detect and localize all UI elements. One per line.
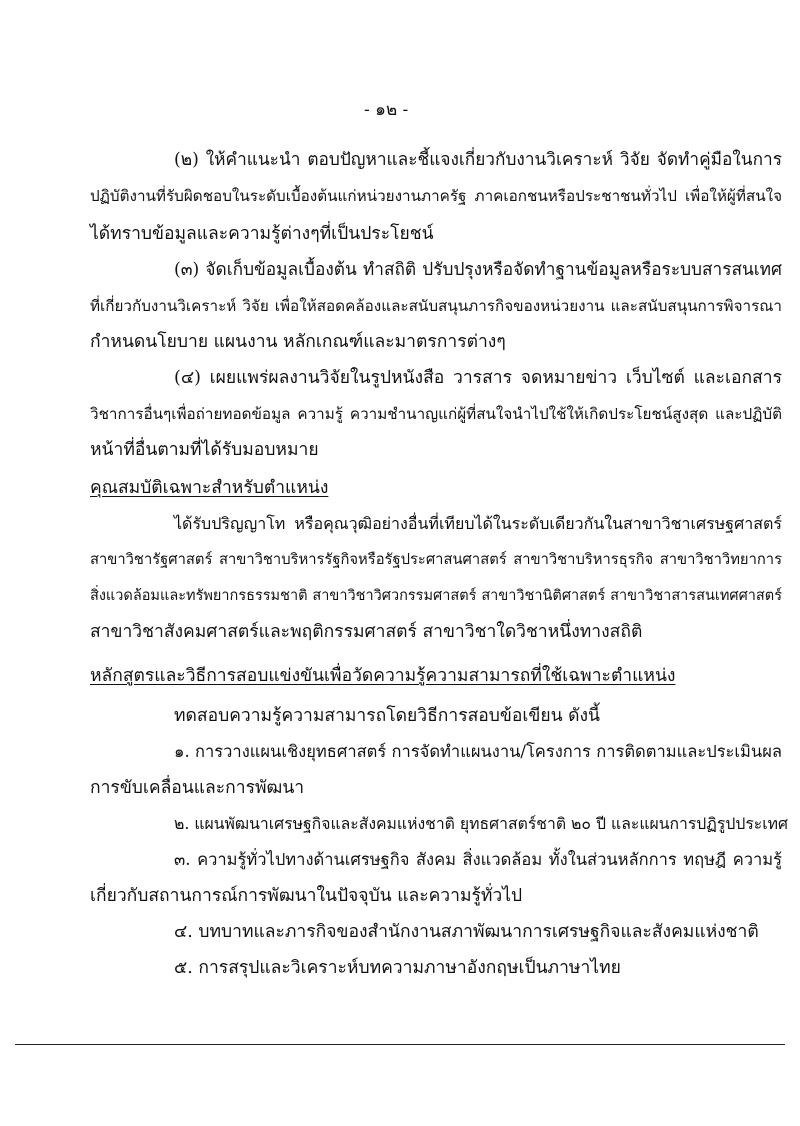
duty-4-line-1: (๔) เผยแพร่ผลงานวิจัยในรูปหนังสือ วารสาร จดหมายข่าว เว็บไซต์ และเอกสาร xyxy=(174,368,782,388)
exam-intro: ทดสอบความรู้ความสามารถโดยวิธีการสอบข้อเขียน ดังนี้ xyxy=(174,706,600,726)
exam-item-3-line-2: เกี่ยวกับสถานการณ์การพัฒนาในปัจจุบัน และความรู้ทั่วไป xyxy=(90,886,523,906)
exam-item-1-line-1: ๑. การวางแผนเชิงยุทธศาสตร์ การจัดทำแผนงาน/โครงการ การติดตามและประเมินผล xyxy=(174,742,782,761)
qualifications-line-1: ได้รับปริญญาโท หรือคุณวุฒิอย่างอื่นที่เทียบได้ในระดับเดียวกันในสาขาวิชาเศรษฐศาสตร์ xyxy=(174,514,782,533)
footer-divider xyxy=(15,1044,785,1045)
exam-item-4: ๔. บทบาทและภารกิจของสำนักงานสภาพัฒนาการเศรษฐกิจและสังคมแห่งชาติ xyxy=(174,922,759,942)
qualifications-line-4: สาขาวิชาสังคมศาสตร์และพฤติกรรมศาสตร์ สาขาวิชาใดวิชาหนึ่งทางสถิติ xyxy=(90,622,643,642)
exam-item-2: ๒. แผนพัฒนาเศรษฐกิจและสังคมแห่งชาติ ยุทธศาสตร์ชาติ ๒๐ ปี และแผนการปฏิรูปประเทศ xyxy=(174,814,789,833)
duty-4-line-3: หน้าที่อื่นตามที่ได้รับมอบหมาย xyxy=(90,440,319,460)
exam-item-1-line-2: การขับเคลื่อนและการพัฒนา xyxy=(90,778,305,798)
duty-2-line-3: ได้ทราบข้อมูลและความรู้ต่างๆที่เป็นประโยชน์ xyxy=(90,224,434,244)
duty-3-line-3: กำหนดนโยบาย แผนงาน หลักเกณฑ์และมาตรการต่างๆ xyxy=(90,332,506,352)
duty-3-line-1: (๓) จัดเก็บข้อมูลเบื้องต้น ทำสถิติ ปรับปรุงหรือจัดทำฐานข้อมูลหรือระบบสารสนเทศ xyxy=(174,260,782,280)
qualifications-heading: คุณสมบัติเฉพาะสำหรับตำแหน่ง xyxy=(90,478,329,498)
exam-heading: หลักสูตรและวิธีการสอบแข่งขันเพื่อวัดความรู้ความสามารถที่ใช้เฉพาะตำแหน่ง xyxy=(90,666,676,686)
qualifications-line-3: สิ่งแวดล้อมและทรัพยากรธรรมชาติ สาขาวิชาวิศวกรรมศาสตร์ สาขาวิชานิติศาสตร์ สาขาวิชาสารสนเทศศาสตร์ xyxy=(90,588,782,604)
duty-3-line-2: ที่เกี่ยวกับงานวิเคราะห์ วิจัย เพื่อให้สอดคล้องและสนับสนุนภารกิจของหน่วยงาน และสนับสนุนการพิจารณา xyxy=(90,297,782,315)
duty-2-line-1: (๒) ให้คำแนะนำ ตอบปัญหาและชี้แจงเกี่ยวกับงานวิเคราะห์ วิจัย จัดทำคู่มือในการ xyxy=(174,150,782,170)
duty-2-line-2: ปฏิบัติงานที่รับผิดชอบในระดับเบื้องต้นแก่หน่วยงานภาครัฐ ภาคเอกชนหรือประชาชนทั่วไป เพื่อให้ผู้ที่สนใจ xyxy=(90,187,782,205)
page-number: - ๑๒ - xyxy=(364,100,409,120)
exam-item-3-line-1: ๓. ความรู้ทั่วไปทางด้านเศรษฐกิจ สังคม สิ่งแวดล้อม ทั้งในส่วนหลักการ ทฤษฎี ความรู้ xyxy=(174,850,782,869)
exam-item-5: ๕. การสรุปและวิเคราะห์บทความภาษาอังกฤษเป็นภาษาไทย xyxy=(174,958,621,978)
qualifications-line-2: สาขาวิชารัฐศาสตร์ สาขาวิชาบริหารรัฐกิจหรือรัฐประศาสนศาสตร์ สาขาวิชาบริหารธุรกิจ สาขาวิชาวิทยาการ xyxy=(90,551,782,568)
duty-4-line-2: วิชาการอื่นๆเพื่อถ่ายทอดข้อมูล ความรู้ ความชำนาญแก่ผู้ที่สนใจนำไปใช้ให้เกิดประโยชน์สูงสุด และปฏิบัติ xyxy=(90,405,782,423)
